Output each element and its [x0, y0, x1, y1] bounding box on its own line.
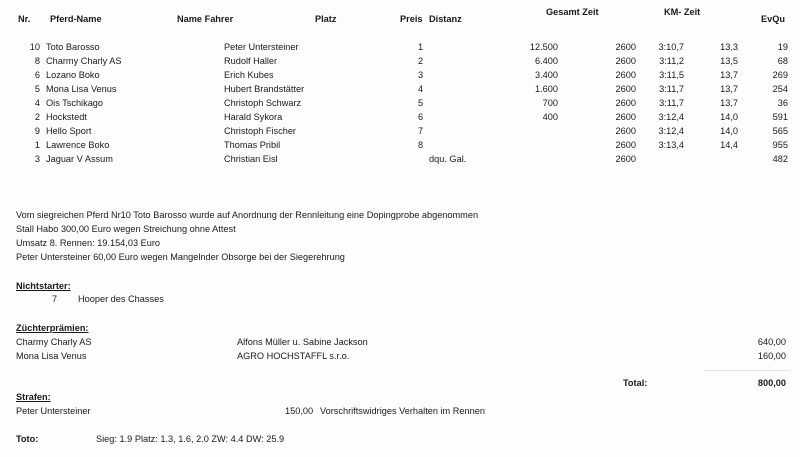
- header-evqu: EvQu: [761, 14, 785, 24]
- cell-evqu: 955: [772, 140, 788, 150]
- table-row: [0, 42, 800, 56]
- cell-pferd-name: Jaguar V Assum: [46, 154, 113, 164]
- cell-nr: 6: [34, 70, 40, 80]
- cell-zeit: 3:11,5: [659, 70, 684, 80]
- table-row: [0, 140, 800, 154]
- cell-pferd-name: Ois Tschikago: [46, 98, 104, 108]
- cell-evqu: 254: [772, 84, 788, 94]
- cell-fahrer: Christian Eisl: [224, 154, 278, 164]
- cell-platz: 3: [418, 70, 424, 80]
- cell-fahrer: Christoph Schwarz: [224, 98, 302, 108]
- cell-preis: 400: [542, 112, 558, 122]
- cell-platz: 2: [418, 56, 424, 66]
- cell-preis: 6.400: [535, 56, 558, 66]
- cell-evqu: 269: [772, 70, 788, 80]
- cell-nr: 5: [34, 84, 40, 94]
- cell-zeit: 3:10,7: [658, 42, 684, 52]
- cell-distanz: 2600: [615, 42, 636, 52]
- cell-zeit: 3:11,7: [659, 98, 684, 108]
- cell-nr: 3: [34, 154, 40, 164]
- note-obsorge: Peter Untersteiner 60,00 Euro wegen Mangelnder Obsorge bei der Siegerehrung: [16, 252, 345, 262]
- cell-nr: 10: [29, 42, 40, 52]
- toto-label: Toto:: [16, 434, 39, 444]
- header-distanz: Distanz: [429, 14, 462, 24]
- cell-zeit: 3:12,4: [658, 126, 684, 136]
- header-nr: Nr.: [18, 14, 31, 24]
- header-gesamt-zeit: Gesamt Zeit: [546, 7, 599, 17]
- table-row: [0, 154, 800, 168]
- cell-km-zeit: 13,5: [720, 56, 738, 66]
- cell-distanz: 2600: [615, 98, 636, 108]
- cell-evqu: 68: [777, 56, 788, 66]
- zuechter-name-2: AGRO HOCHSTAFFL s.r.o.: [237, 351, 350, 361]
- cell-fahrer: Harald Sykora: [224, 112, 283, 122]
- cell-evqu: 565: [772, 126, 788, 136]
- cell-distanz: 2600: [615, 112, 636, 122]
- cell-preis: 3.400: [535, 70, 558, 80]
- cell-fahrer: Peter Untersteiner: [224, 42, 299, 52]
- table-row: [0, 56, 800, 70]
- zuechter-pferd-2: Mona Lisa Venus: [16, 351, 87, 361]
- cell-pferd-name: Hello Sport: [46, 126, 92, 136]
- note-umsatz: Umsatz 8. Rennen: 19.154,03 Euro: [16, 238, 161, 248]
- header-preis: Preis: [400, 14, 423, 24]
- cell-nr: 9: [34, 126, 40, 136]
- table-row: [0, 126, 800, 140]
- cell-evqu: 19: [777, 42, 788, 52]
- nichtstarter-title: Nichtstarter:: [16, 281, 71, 291]
- zuechter-total-value: 800,00: [757, 378, 786, 388]
- note-stall-habo: Stall Habo 300,00 Euro wegen Streichung ohne Attest: [16, 224, 236, 234]
- total-divider: [704, 370, 790, 371]
- strafen-person: Peter Untersteiner: [16, 406, 91, 416]
- cell-km-zeit: 13,7: [720, 70, 738, 80]
- cell-zeit: 3:12,4: [658, 112, 684, 122]
- zuechter-betrag-2: 160,00: [757, 351, 786, 361]
- cell-platz: 1: [418, 42, 424, 52]
- header-name-fahrer: Name Fahrer: [177, 14, 234, 24]
- nichtstarter-name: Hooper des Chasses: [78, 294, 164, 304]
- cell-evqu: 591: [772, 112, 788, 122]
- cell-fahrer: Hubert Brandstätter: [224, 84, 305, 94]
- header-platz: Platz: [315, 14, 337, 24]
- cell-fahrer: Thomas Pribil: [224, 140, 281, 150]
- cell-distanz: 2600: [615, 126, 636, 136]
- cell-pferd-name: Lawrence Boko: [46, 140, 110, 150]
- table-row: [0, 98, 800, 112]
- cell-km-zeit: 13,7: [720, 98, 738, 108]
- cell-distanz: 2600: [615, 70, 636, 80]
- cell-nr: 4: [34, 98, 40, 108]
- cell-preis: 12.500: [529, 42, 558, 52]
- cell-pferd-name: Toto Barosso: [46, 42, 100, 52]
- cell-zeit: 3:11,7: [659, 84, 684, 94]
- cell-nr: 1: [34, 140, 40, 150]
- zuechter-pferd-1: Charmy Charly AS: [16, 337, 92, 347]
- cell-platz: 5: [418, 98, 424, 108]
- zuechter-total-label: Total:: [623, 378, 648, 388]
- cell-pferd-name: Mona Lisa Venus: [46, 84, 117, 94]
- cell-distanz: 2600: [615, 140, 636, 150]
- header-pferd-name: Pferd-Name: [50, 14, 102, 24]
- strafen-grund: Vorschriftswidriges Verhalten im Rennen: [320, 406, 485, 416]
- cell-evqu: 36: [777, 98, 788, 108]
- cell-nr: 8: [34, 56, 40, 66]
- toto-quoten: Sieg: 1.9 Platz: 1.3, 1.6, 2.0 ZW: 4.4 DW: 25.9: [96, 434, 285, 444]
- cell-fahrer: Rudolf Haller: [224, 56, 278, 66]
- cell-km-zeit: 14,0: [720, 126, 738, 136]
- table-row: [0, 70, 800, 84]
- zuechter-betrag-1: 640,00: [757, 337, 786, 347]
- cell-zeit: 3:11,2: [659, 56, 684, 66]
- cell-fahrer: Erich Kubes: [224, 70, 274, 80]
- cell-nr: 2: [34, 112, 40, 122]
- cell-km-zeit: 13,3: [720, 42, 738, 52]
- table-row: [0, 84, 800, 98]
- zuechter-name-1: Alfons Müller u. Sabine Jackson: [237, 337, 368, 347]
- cell-km-zeit: 13,7: [720, 84, 738, 94]
- cell-km-zeit: 14,4: [720, 140, 738, 150]
- cell-fahrer: Christoph Fischer: [224, 126, 296, 136]
- nichtstarter-nr: 7: [52, 294, 58, 304]
- cell-platz: 8: [418, 140, 424, 150]
- cell-preis: 1.600: [535, 84, 558, 94]
- cell-preis: 700: [542, 98, 558, 108]
- header-km-zeit: KM- Zeit: [664, 7, 701, 17]
- cell-pferd-name: Lozano Boko: [46, 70, 100, 80]
- cell-platz: 4: [418, 84, 424, 94]
- cell-evqu: 482: [772, 154, 788, 164]
- cell-distanz: 2600: [615, 56, 636, 66]
- cell-distanz: 2600: [615, 84, 636, 94]
- zuechter-title: Züchterprämien:: [16, 323, 89, 333]
- strafen-title: Strafen:: [16, 392, 51, 402]
- cell-zeit: 3:13,4: [658, 140, 684, 150]
- cell-platz: 7: [418, 126, 424, 136]
- cell-pferd-name: Charmy Charly AS: [46, 56, 122, 66]
- cell-pferd-name: Hockstedt: [46, 112, 87, 122]
- cell-info: dqu. Gal.: [429, 154, 467, 164]
- cell-distanz: 2600: [615, 154, 636, 164]
- cell-platz: 6: [418, 112, 424, 122]
- cell-km-zeit: 14,0: [720, 112, 738, 122]
- strafen-betrag: 150,00: [285, 406, 314, 416]
- note-doping: Vom siegreichen Pferd Nr10 Toto Barosso wurde auf Anordnung der Rennleitung eine Dopingprobe abgenommen: [16, 210, 479, 220]
- table-row: [0, 112, 800, 126]
